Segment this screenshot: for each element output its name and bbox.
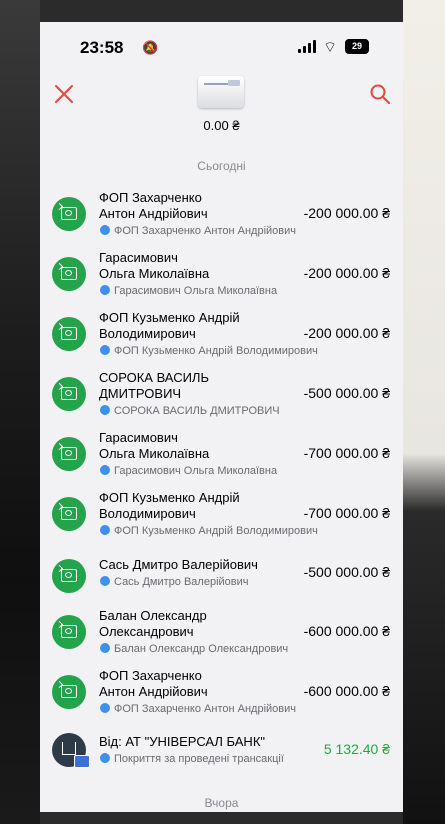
transaction-name-line2: Володимирович <box>99 326 196 341</box>
card-icon <box>198 76 244 108</box>
transaction-name-line2: Володимирович <box>99 506 196 521</box>
transaction-amount: -700 000.00 ₴ <box>303 505 390 521</box>
transfer-icon <box>52 317 86 351</box>
transaction-name-line1: ФОП Кузьменко Андрій <box>99 310 240 325</box>
transaction-row[interactable] <box>40 367 403 427</box>
transfer-icon <box>52 559 86 593</box>
transaction-name-line2: Антон Андрійович <box>99 684 208 699</box>
transfer-icon <box>52 437 86 471</box>
transaction-row[interactable] <box>40 187 403 247</box>
transaction-amount: -500 000.00 ₴ <box>303 564 390 580</box>
section-today: Сьогодні <box>197 159 246 173</box>
transaction-row[interactable] <box>40 665 403 725</box>
bullet-icon <box>100 465 110 475</box>
transaction-row[interactable] <box>40 547 403 607</box>
transaction-description: ФОП Кузьменко Андрій Володимирович <box>114 525 318 537</box>
transaction-description: Гарасимович Ольга Миколаївна <box>114 285 278 297</box>
transaction-name-line2: Ольга Миколаївна <box>99 266 210 281</box>
bullet-icon <box>100 576 110 586</box>
transaction-name-line1: ФОП Захарченко <box>99 190 202 205</box>
battery-icon: 29 <box>345 39 369 54</box>
bullet-icon <box>100 643 110 653</box>
transaction-description: ФОП Кузьменко Андрій Володимирович <box>114 345 318 357</box>
silent-bell-icon: 🔕 <box>142 40 159 55</box>
transaction-name-line1: ФОП Захарченко <box>99 668 202 683</box>
bullet-icon <box>100 753 110 763</box>
transfer-icon <box>52 675 86 709</box>
transaction-row[interactable] <box>40 307 403 367</box>
transaction-description: Балан Олександр Олександрович <box>114 643 289 655</box>
bullet-icon <box>100 703 110 713</box>
transfer-icon <box>52 257 86 291</box>
bullet-icon <box>100 345 110 355</box>
wifi-icon: ⌔ <box>323 39 338 56</box>
transaction-amount: -700 000.00 ₴ <box>303 445 390 461</box>
transaction-amount: 5 132.40 ₴ <box>323 741 390 757</box>
background-right <box>403 0 445 824</box>
transfer-icon <box>52 377 86 411</box>
transaction-description: ФОП Захарченко Антон Андрійович <box>114 225 296 237</box>
close-button[interactable] <box>52 82 76 106</box>
section-yesterday: Вчора <box>204 796 239 810</box>
transaction-name-line2: Ольга Миколаївна <box>99 446 210 461</box>
transaction-amount: -200 000.00 ₴ <box>303 205 390 221</box>
bullet-icon <box>100 405 110 415</box>
transaction-row[interactable] <box>40 247 403 307</box>
transaction-name-line2: Антон Андрійович <box>99 206 208 221</box>
transaction-row[interactable] <box>40 427 403 487</box>
transaction-amount: -200 000.00 ₴ <box>303 265 390 281</box>
transaction-description: СОРОКА ВАСИЛЬ ДМИТРОВИЧ <box>114 405 280 417</box>
transaction-row[interactable] <box>40 487 403 547</box>
transfer-icon <box>52 197 86 231</box>
transaction-name-line1: Гарасимович <box>99 250 178 265</box>
transaction-description: Покриття за проведені трансакції <box>114 753 284 765</box>
transaction-amount: -600 000.00 ₴ <box>303 683 390 699</box>
bullet-icon <box>100 225 110 235</box>
transaction-description: Сась Дмитро Валерійович <box>114 576 249 588</box>
bullet-icon <box>100 285 110 295</box>
transaction-row[interactable] <box>40 605 403 665</box>
transaction-description: Гарасимович Ольга Миколаївна <box>114 465 278 477</box>
phone-screen <box>40 22 403 812</box>
transaction-name-line1: СОРОКА ВАСИЛЬ <box>99 370 209 385</box>
transaction-row-incoming[interactable] <box>40 727 403 787</box>
transaction-amount: -200 000.00 ₴ <box>303 325 390 341</box>
status-time: 23:58 <box>80 38 124 57</box>
transaction-name-line1: ФОП Кузьменко Андрій <box>99 490 240 505</box>
transfer-icon <box>52 497 86 531</box>
transaction-name-line1: Сась Дмитро Валерійович <box>99 557 258 572</box>
search-icon <box>368 82 392 106</box>
search-button[interactable] <box>368 82 392 106</box>
background-left <box>0 0 40 824</box>
transaction-amount: -600 000.00 ₴ <box>303 623 390 639</box>
bank-transfer-icon <box>52 733 86 767</box>
close-icon <box>52 82 76 106</box>
transaction-name-line1: Гарасимович <box>99 430 178 445</box>
transaction-amount: -500 000.00 ₴ <box>303 385 390 401</box>
status-bar <box>40 22 403 72</box>
transfer-icon <box>52 615 86 649</box>
transaction-name-line2: ДМИТРОВИЧ <box>99 386 182 401</box>
bullet-icon <box>100 525 110 535</box>
transaction-description: ФОП Захарченко Антон Андрійович <box>114 703 296 715</box>
cellular-signal-icon <box>298 40 316 53</box>
transaction-name: Від: АТ "УНІВЕРСАЛ БАНК" <box>99 734 266 749</box>
transaction-name-line2: Олександрович <box>99 624 194 639</box>
card-balance: 0.00 ₴ <box>203 118 240 133</box>
transaction-name-line1: Балан Олександр <box>99 608 207 623</box>
